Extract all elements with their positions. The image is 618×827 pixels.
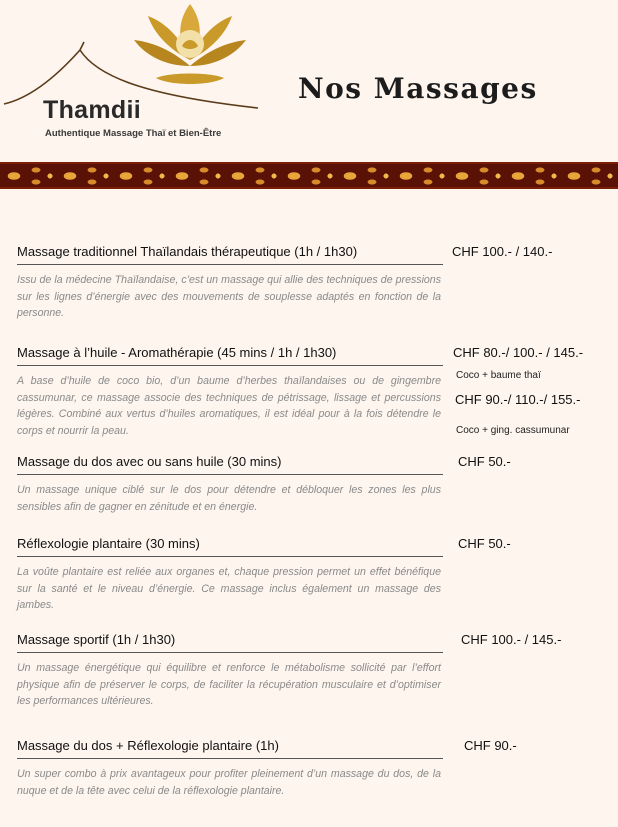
service-description: La voûte plantaire est reliée aux organes et, chaque pression permet un effet bénéfique sur la santé et le niveau d’énergie. Ce massage inclus également un massage des jambes. xyxy=(17,566,441,611)
service-description: A base d’huile de coco bio, d’un baume d’herbes thaïlandaises ou de gingembre cassumunar, ce massage associe des techniques de pétrissage, lissage et percussions légères. Combiné aux vertus d’huiles aromatiques, il est idéal pour à la fois détendre le corps et nourrir la peau. xyxy=(17,375,441,437)
price-note: Coco + baume thaï xyxy=(456,370,541,381)
service-name: Massage du dos + Réflexologie plantaire (1h) xyxy=(17,738,279,753)
divider xyxy=(17,264,443,265)
divider xyxy=(17,556,443,557)
divider xyxy=(17,652,443,653)
service-price: CHF 50.- xyxy=(458,536,511,551)
service-description: Un massage énergétique qui équilibre et renforce le métabolisme sollicité par l’effort physique afin de préserver le corps, de faciliter la récupération musculaire et d’optimiser les performances ultérieures. xyxy=(17,662,441,707)
price-note-alt: Coco + ging. cassumunar xyxy=(456,425,570,436)
service-item xyxy=(17,737,607,799)
divider xyxy=(17,758,443,759)
service-description: Issu de la médecine Thaïlandaise, c’est un massage qui allie des techniques de pressions sur les lignes d’énergie avec des mouvements de souplesse adaptés en fonction de la personne. xyxy=(17,274,441,319)
decorative-band-border xyxy=(0,162,618,189)
service-item xyxy=(17,453,607,515)
page-title: Nos Massages xyxy=(298,72,538,105)
service-description: Un super combo à prix avantageux pour profiter pleinement d’un massage du dos, de la nuque et de la tête avec celui de la réflexologie plantaire. xyxy=(17,768,441,797)
divider xyxy=(17,365,443,366)
brand-name: Thamdii xyxy=(43,96,141,124)
service-name: Réflexologie plantaire (30 mins) xyxy=(17,536,200,551)
service-name: Massage du dos avec ou sans huile (30 mins) xyxy=(17,454,282,469)
service-description: Un massage unique ciblé sur le dos pour détendre et débloquer les zones les plus sensibles afin de gagner en zénitude et en énergie. xyxy=(17,484,441,513)
header xyxy=(0,0,618,160)
divider xyxy=(17,474,443,475)
service-price: CHF 100.- / 140.- xyxy=(452,244,553,259)
service-name: Massage sportif (1h / 1h30) xyxy=(17,632,176,647)
brand-tagline: Authentique Massage Thaï et Bien-Être xyxy=(45,128,222,139)
service-price-alt: CHF 90.-/ 110.-/ 155.- xyxy=(455,392,581,407)
service-item xyxy=(17,535,607,614)
service-price: CHF 100.- / 145.- xyxy=(461,632,562,647)
service-price: CHF 90.- xyxy=(464,738,517,753)
service-price: CHF 80.-/ 100.- / 145.- xyxy=(453,345,584,360)
service-name: Massage traditionnel Thaïlandais thérapeutique (1h / 1h30) xyxy=(17,244,358,259)
service-name: Massage à l’huile - Aromathérapie (45 mins / 1h / 1h30) xyxy=(17,345,337,360)
service-price: CHF 50.- xyxy=(458,454,511,469)
